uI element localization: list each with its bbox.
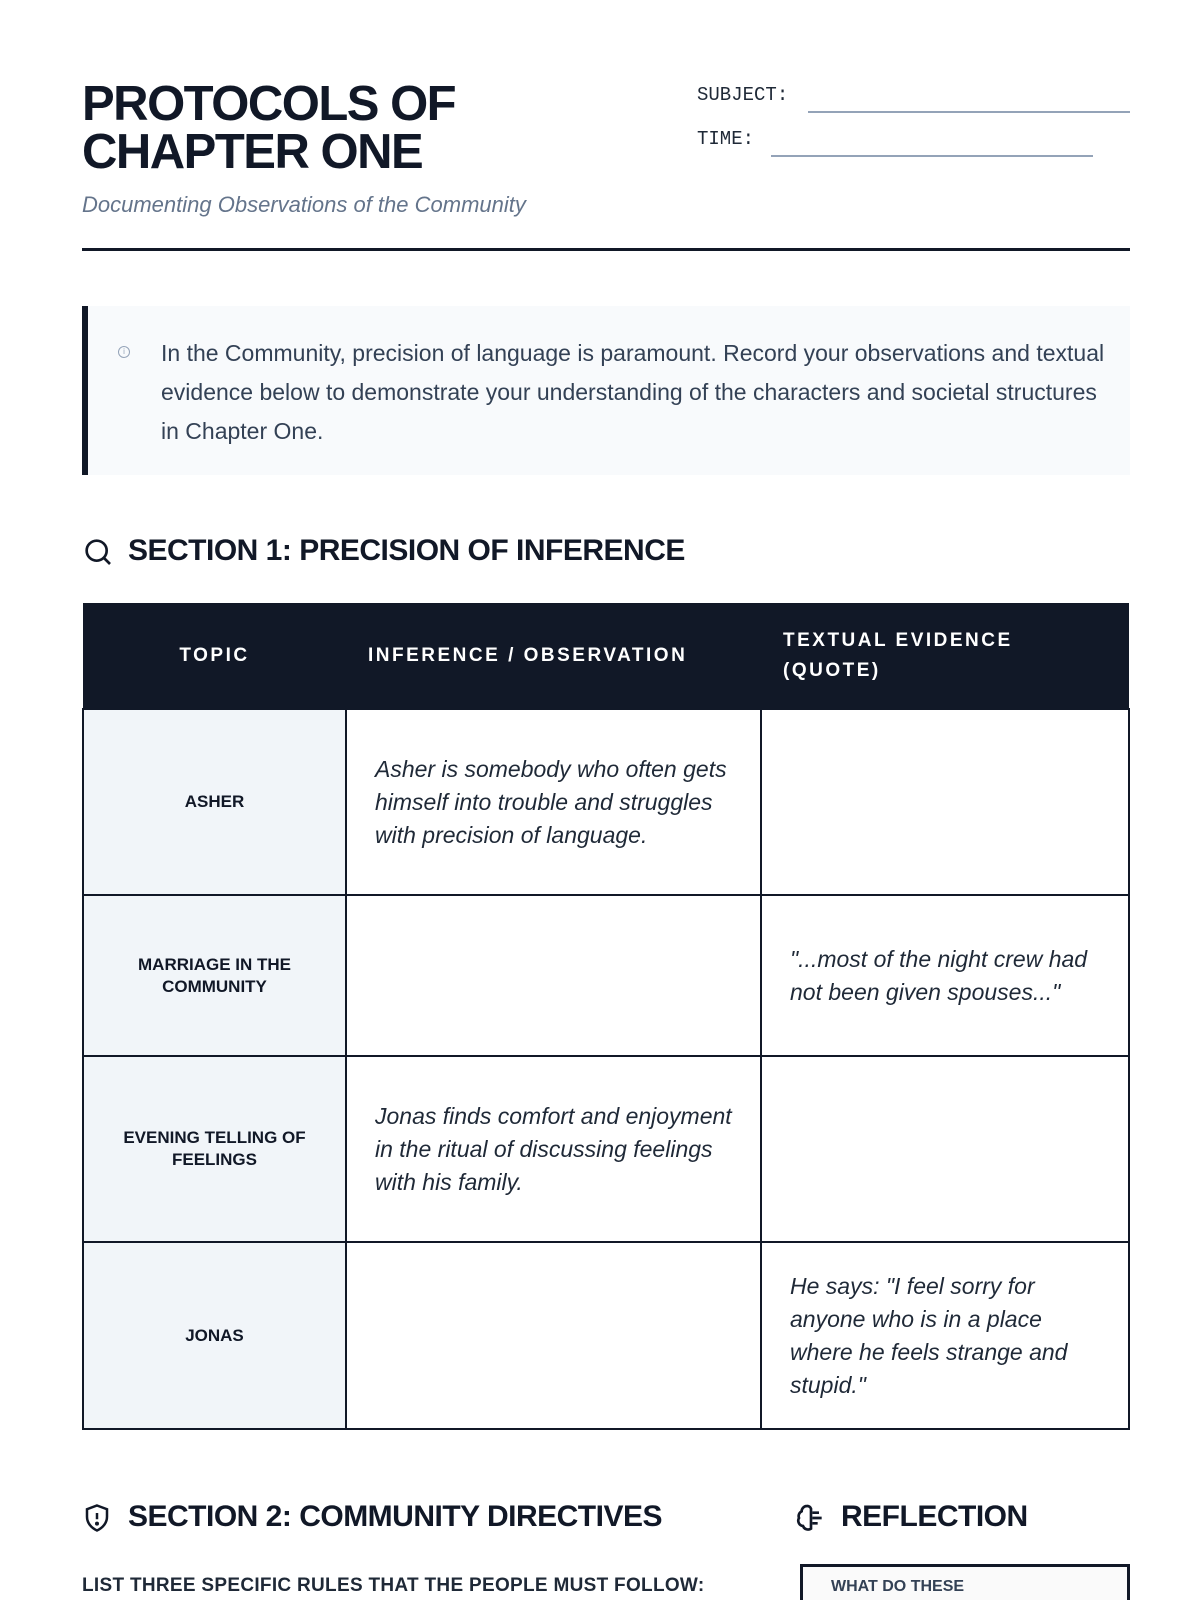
time-label: TIME: bbox=[697, 128, 755, 150]
subject-field[interactable] bbox=[808, 111, 1130, 113]
instructions-callout bbox=[82, 306, 1130, 475]
table-row bbox=[83, 1242, 1129, 1429]
inference-cell[interactable]: Jonas finds comfort and enjoyment in the ritual of discussing feelings with his family. bbox=[346, 1056, 761, 1242]
table-row bbox=[83, 709, 1129, 895]
section2-heading bbox=[128, 1500, 662, 1534]
table-row bbox=[83, 895, 1129, 1056]
section1-title: SECTION 1: PRECISION OF INFERENCE bbox=[128, 534, 685, 567]
column-header-evidence: TEXTUAL EVIDENCE (QUOTE) bbox=[761, 603, 1129, 709]
page-subtitle: Documenting Observations of the Community bbox=[82, 192, 526, 217]
reflection-heading bbox=[841, 1500, 1028, 1534]
inference-cell[interactable]: Asher is somebody who often gets himself into trouble and struggles with precision of language. bbox=[346, 709, 761, 895]
subject-label: SUBJECT: bbox=[697, 84, 789, 106]
reflection-title: REFLECTION bbox=[841, 1500, 1028, 1533]
shield-alert-icon bbox=[82, 1502, 112, 1534]
section2-title: SECTION 2: COMMUNITY DIRECTIVES bbox=[128, 1500, 662, 1533]
reflection-question: WHAT DO THESE bbox=[831, 1578, 965, 1595]
rules-prompt: LIST THREE SPECIFIC RULES THAT THE PEOPLE MUST FOLLOW: bbox=[82, 1575, 705, 1596]
evidence-cell[interactable]: "...most of the night crew had not been given spouses..." bbox=[761, 895, 1129, 1056]
search-icon bbox=[82, 536, 114, 568]
topic-cell: ASHER bbox=[83, 709, 346, 895]
header-divider bbox=[82, 248, 1130, 251]
topic-cell: EVENING TELLING OF FEELINGS bbox=[83, 1056, 346, 1242]
inference-cell[interactable] bbox=[346, 1242, 761, 1429]
column-header-topic: TOPIC bbox=[83, 603, 346, 709]
topic-cell: MARRIAGE IN THE COMMUNITY bbox=[83, 895, 346, 1056]
info-icon: i bbox=[118, 346, 130, 358]
column-header-inference: INFERENCE / OBSERVATION bbox=[346, 603, 761, 709]
table-row bbox=[83, 1056, 1129, 1242]
evidence-cell[interactable] bbox=[761, 1056, 1129, 1242]
topic-cell: JONAS bbox=[83, 1242, 346, 1429]
inference-table bbox=[82, 603, 1130, 1430]
brain-icon bbox=[795, 1502, 827, 1534]
page-title bbox=[82, 77, 602, 179]
section1-heading bbox=[128, 534, 685, 568]
reflection-box[interactable] bbox=[800, 1564, 1130, 1600]
evidence-cell[interactable] bbox=[761, 709, 1129, 895]
time-field[interactable] bbox=[771, 155, 1093, 157]
evidence-cell[interactable]: He says: "I feel sorry for anyone who is in a place where he feels strange and stupid." bbox=[761, 1242, 1129, 1429]
instructions-text: In the Community, precision of language is paramount. Record your observations and textual evidence below to demonstrate your understanding of the characters and societal structures in Chapter One. bbox=[161, 340, 1105, 444]
title-line-1: PROTOCOLS OF bbox=[82, 77, 456, 131]
inference-cell[interactable] bbox=[346, 895, 761, 1056]
title-line-2: CHAPTER ONE bbox=[82, 125, 423, 179]
